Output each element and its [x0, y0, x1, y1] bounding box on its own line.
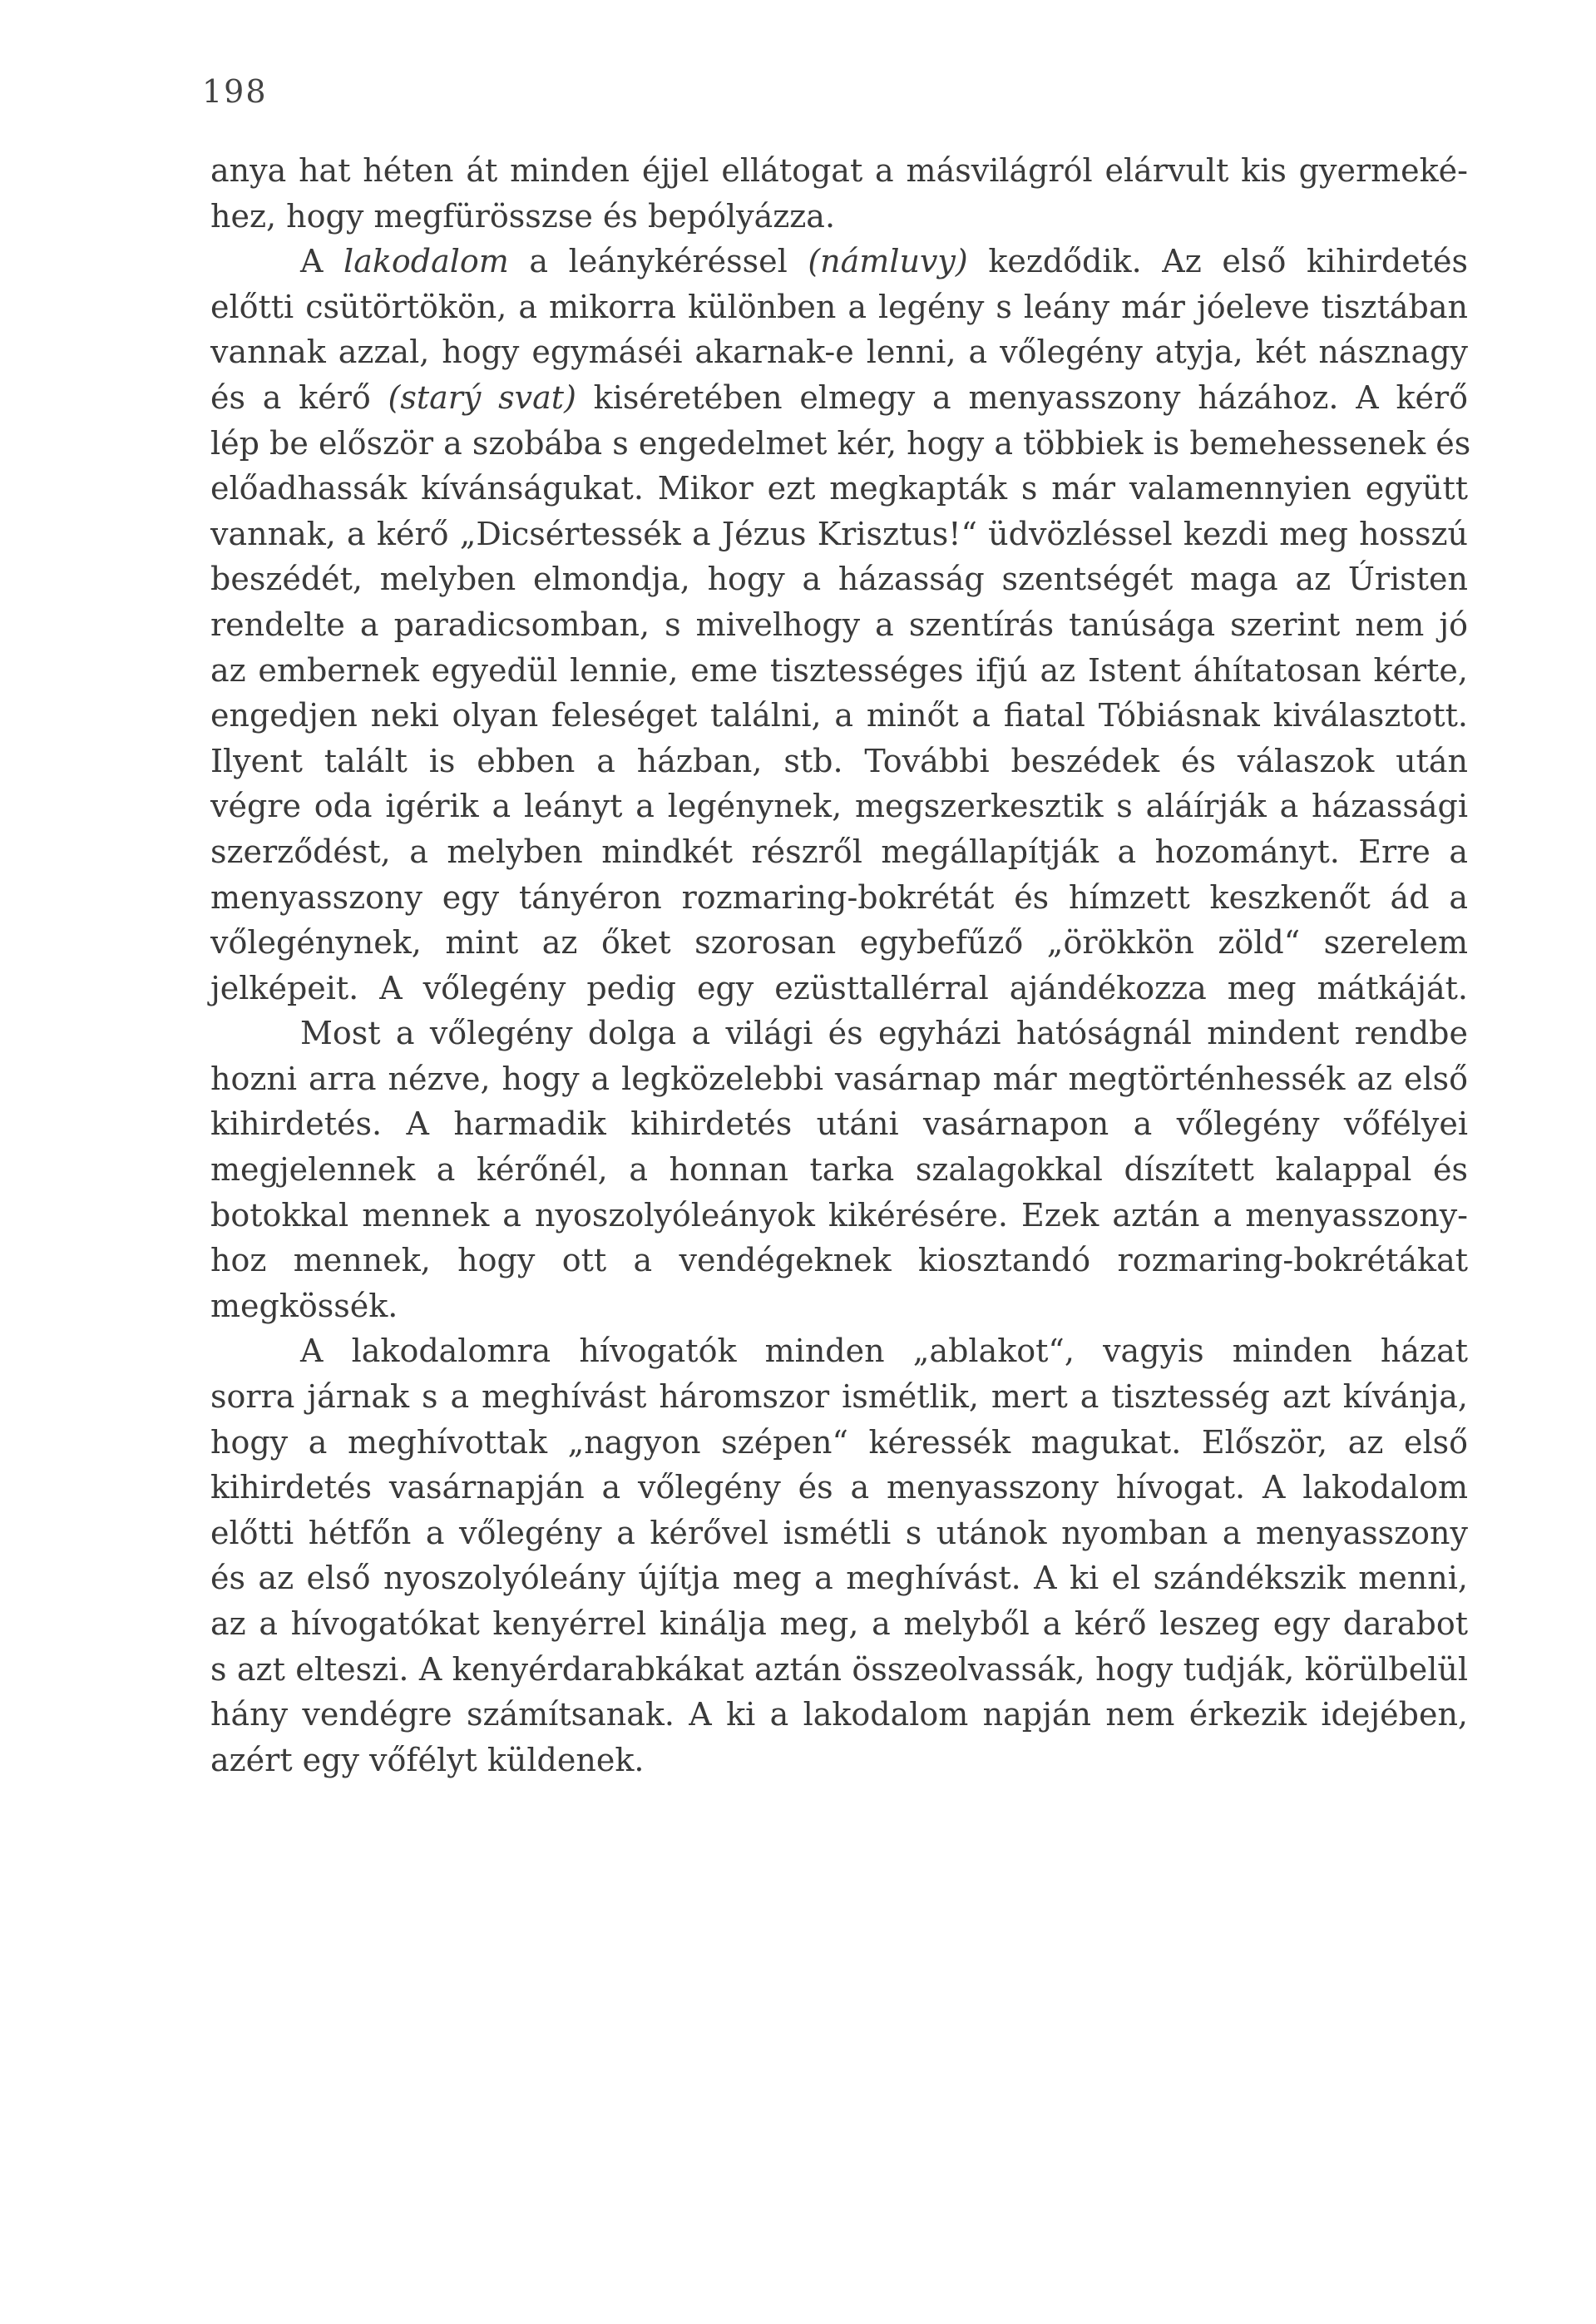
text-line: hány vendégre számítsanak. A ki a lakodalom napján nem érkezik idejében, [210, 1696, 1468, 1733]
text-line: vannak, a kérő „Dicsértessék a Jézus Krisztus!“ üdvözléssel kezdi meg hosszú [210, 515, 1468, 552]
text-span: és a kérő [210, 378, 388, 416]
text-line [210, 239, 1468, 284]
text-line: engedjen neki olyan feleséget találni, a minőt a fiatal Tóbiásnak kiválasztott. [210, 697, 1468, 734]
text-line: előadhassák kívánságukat. Mikor ezt megkapták s már valamennyien együtt [210, 470, 1468, 507]
text-line: előtti hétfőn a vőlegény a kérővel ismétli s utánok nyomban a menyasszony [210, 1514, 1468, 1551]
text-line: jelképeit. A vőlegény pedig egy ezüsttallérral ajándékozza meg mátkáját. [210, 969, 1468, 1006]
text-line: Ilyent talált is ebben a házban, stb. További beszédek és válaszok után [210, 742, 1468, 779]
italic-term: lakodalom [343, 243, 509, 280]
text-line: vőlegénynek, mint az őket szorosan egybefűző „örökkön zöld“ szerelem [210, 924, 1468, 962]
text-line: az embernek egyedül lennie, eme tisztességes ifjú az Istent áhítatosan kérte, [210, 651, 1468, 689]
text-line: rendelte a paradicsomban, s mivelhogy a szentírás tanúsága szerint nem jó [210, 606, 1468, 643]
text-line: megjelennek a kérőnél, a honnan tarka szalagokkal díszített kalappal és [210, 1151, 1468, 1189]
text-line: hozni arra nézve, hogy a legközelebbi vasárnap már megtörténhessék az első [210, 1060, 1468, 1097]
text-line: és az első nyoszolyóleány újítja meg a meghívást. A ki el szándékszik menni, [210, 1560, 1468, 1597]
text-line: vannak azzal, hogy egymáséi akarnak-e lenni, a vőlegény atyja, két násznagy [210, 334, 1468, 371]
text-line: hoz mennek, hogy ott a vendégeknek kiosztandó rozmaring-bokrétákat [210, 1242, 1468, 1279]
italic-term: (námluvy) [808, 243, 968, 280]
text-line: kihirdetés. A harmadik kihirdetés utáni vasárnapon a vőlegény vőfélyei [210, 1105, 1468, 1143]
text-line: botokkal mennek a nyoszolyóleányok kikérésére. Ezek aztán a menyasszony- [210, 1196, 1468, 1234]
text-line: hogy a meghívottak „nagyon szépen“ kéressék magukat. Először, az első [210, 1423, 1468, 1461]
text-line: s azt elteszi. A kenyérdarabkákat aztán összeolvassák, hogy tudják, körülbelül [210, 1650, 1468, 1688]
text-line: előtti csütörtökön, a mikorra különben a legény s leány már jóeleve tisztában [210, 288, 1468, 325]
text-line: sorra járnak s a meghívást háromszor ismétlik, mert a tisztesség azt kívánja, [210, 1378, 1468, 1416]
text-line: hez, hogy megfürösszse és bepólyázza. [210, 197, 836, 235]
text-line: menyasszony egy tányéron rozmaring-bokrétát és hímzett keszkenőt ád a [210, 878, 1468, 916]
italic-term: (starý svat) [388, 378, 576, 416]
text-line: az a hívogatókat kenyérrel kinálja meg, a melyből a kérő leszeg egy darabot [210, 1605, 1468, 1642]
text-line: megkössék. [210, 1287, 398, 1324]
text-line: Most a vőlegény dolga a világi és egyházi hatóságnál mindent rendbe [300, 1015, 1468, 1052]
text-line: lép be először a szobába s engedelmet kér, hogy a többiek is bemehessenek és [210, 424, 1471, 462]
text-span: kezdődik. Az első kihirdetés [967, 243, 1468, 280]
page-number: 198 [202, 73, 268, 110]
text-line: A lakodalomra hívogatók minden „ablakot“, vagyis minden házat [300, 1333, 1468, 1370]
text-line: azért egy vőfélyt küldenek. [210, 1741, 645, 1778]
text-line [210, 375, 1468, 421]
text-line: végre oda igérik a leányt a legénynek, megszerkesztik s aláírják a házassági [210, 788, 1468, 825]
text-line: kihirdetés vasárnapján a vőlegény és a menyasszony hívogat. A lakodalom [210, 1469, 1468, 1506]
text-span: kiséretében elmegy a menyasszony házához. A kérő [576, 378, 1468, 416]
text-line: beszédét, melyben elmondja, hogy a házasság szentségét maga az Úristen [210, 561, 1468, 598]
text-span: A [300, 243, 344, 280]
text-line: szerződést, a melyben mindkét részről megállapítják a hozományt. Erre a [210, 833, 1468, 870]
body-text [210, 148, 1471, 1783]
text-span: a leánykéréssel [508, 243, 808, 280]
text-line: anya hat héten át minden éjjel ellátogat a másvilágról elárvult kis gyermeké- [210, 152, 1468, 189]
